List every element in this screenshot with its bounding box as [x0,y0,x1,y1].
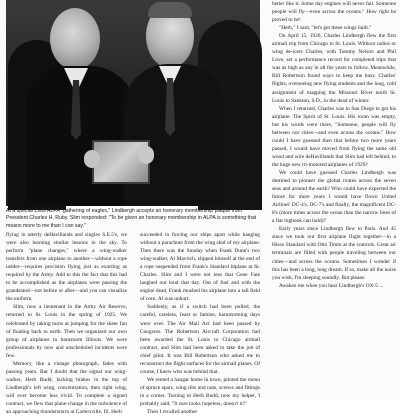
paragraph: Suddenly, as if a switch had been pulled, the careful, careless, feast or famine, barnstorming days were over. The Air Mail Act had been passed by Congress. The Robertson Aircraft Corporation had been awarded the St. Louis to Chicago airmail contract, and Slim had been asked to take the job of chief pilot. It was Bill Robertson who asked me to reconstruct the flight surfaces for the airmail planes. Of course, I knew who was behind that. [140,304,260,375]
paragraph: Awaken me when you hear Lindbergh's OX-5 ... [279,282,384,289]
hand [138,146,154,164]
photo-caption: At a special 1969 ALPA "gathering of eagles," Lindbergh accepts an honorary membership plaque from President Charles H. Ruby. Slim responded: "To be given an honorary membership in ALPA is something that means more to me than I can say." [6,208,257,229]
article-column-left [6,231,127,416]
person-body [26,66,136,206]
paragraph: When I returned, Charles was in San Diego to get his airplane. The Spirit of St. Louis. His room was empty, but his words were there, "Someone, people will fly between our cities—and even across the oceans." How could I have guessed then that before two more years passed, I would have moved from flying the same old wood and wire deHavillands that Slim had left behind, to the huge new tri-motored airplanes of 1929? [272,105,396,168]
paragraph: On April 15, 1926, Charles Lindbergh flew the first airmail trip from Chicago to St. Louis. Without radios or wing de-icers Charles, with Tommy Nelson and Phil Love, set a performance record for completed trips that was as high as any in all the years to follow. Meanwhile, Bill Robertson found ways to keep me busy. Charles' flights, overseeing new flying students and the long, cold assignment of mapping the Missouri River north St. Louis to Sankton, S.D., in the dead of winter. [272,33,396,104]
person-body [124,64,224,206]
person-hair [148,2,192,18]
event-photo [6,0,260,206]
paragraph: Memory, like a vintage photograph, fades with passing years. But I doubt that the signal our wing-walker, Herb Budd, kicking brakes in the top of Lindbergh's left wing, concentration, then right wing, will ever become less vivid. To complete a signed contract, we flew that plane-change in the turbulence of an approaching thunderstorm at Cartersville, Ill. Herb [6,360,127,416]
person-head [50,8,100,70]
paragraph: better like it. Some day engines will never fail. Someone people will fly—even across the oceans." How right he proved to be! [272,1,396,24]
article-column-middle [140,231,260,416]
paragraph: Slim, now a lieutenant in the Army Air Reserve, returned to St. Louis in the spring of 1925. We celebrated by taking turns at jumping for the sheer fun of floating back to earth. Then we organized our own group of airplanes to barnstorm Illinois. We were professionals by now and unscheduled incidents were few. [6,304,127,359]
paragraph: flying in utterly deHavillands and singles S.E.5's, we were also learning similar lessons in the sky. To perform "plane changes," where a wing-walker transfers from one airplane to another—without a rope ladder—requires precision flying just as exacting as required by the Army. Add to this the fact that this had to be accomplished as the airplanes were passing the grandstand—not before or after—and you can visualize the uniform. [6,232,127,303]
paragraph: Then I recalled another [147,409,198,416]
article-column-right [272,0,396,400]
paragraph: We could have guessed Charles Lindbergh was destined to pioneer the global routes across the seven seas and around the earth? Who could have expected the future for more years I would have flown United Airlines' DC-4's, DC-7's and finally, the magnificent DC-8's (more times across the ocean than the narrow lines of a flat logbook can hold)? [272,169,396,225]
paragraph: Early years since Lindbergh flew to Paris. And 45 since we took our first airplane flight together—in a Hisso Standard with Otto Timm at the controls. Great air terminals are filled with people traveling between our cities—and across the oceans. Sometimes I wonder if this has been a long, long dream. If so, make all the noise you wish, I'm sleeping soundly. But please: [272,226,396,281]
paragraph: We rented a hangar home in town, piloted the menu of spruce spars, wing ribs and nuts, screws and fittings in a corner. Turning to Herb Budd, now my helper, I probably said, "It sure looks hopeless, doesn't it?" [140,376,260,407]
paragraph: succeeded in forcing our ships apart while hanging without a parachute from the wing skid of my airplane. Then there was the Sunday when Frank Dunn's two wing-walker, Al Mavrich, slipped himself at the end of a rope suspended from Frank's Standard biplane at St. Charles. Slim and I were not less that Gene Fate laughed out loud that day. Out of fuel and with the engine dead, Frank mushed his airplane into a tall field of corn. Al was unhurt. [140,232,260,303]
paragraph: "Herb," I said, "let's get these wings built." [279,25,372,32]
hand [84,150,100,168]
